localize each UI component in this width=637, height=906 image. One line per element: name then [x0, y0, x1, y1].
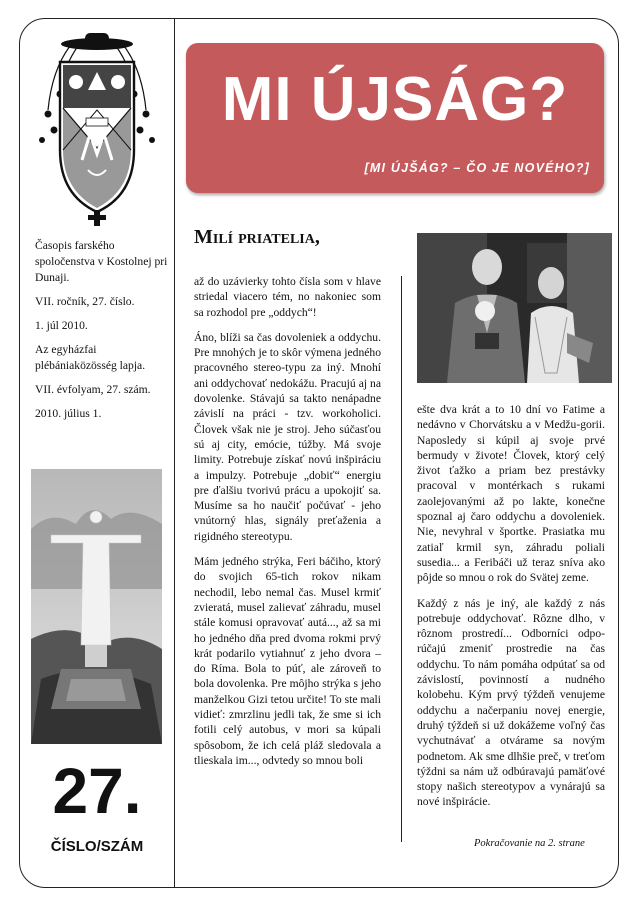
- coat-of-arms-image: [30, 30, 164, 226]
- article-paragraph: ešte dva krát a to 10 dní vo Fatime a nedávno v Chorvátsku a v Medžu-gorii. Naposledy si kúpil aj svoje prvé bermudy v živote! Človek, ktorý celý život ťažko a priam bez prestávky pracoval v montérkach s rukami zaolejovanými až po lakte, konečne spoznal aj čaro oddychu a dovoleniek. Nie, nevyhral v športke. Prasiatka mu zatiaľ krmil syn, záhradu poliali susedia... a Feribáči už teraz sníva ako pôjde so mnou o rok do Svätej zeme.: [417, 403, 605, 585]
- article-paragraph: až do uzávierky tohto čísla som v hlave striedal viacero tém, no nakoniec som sa rozhodol pre „oddych“!: [194, 275, 381, 319]
- article-paragraph: Áno, blíži sa čas dovoleniek a oddychu. Pre mnohých je to skôr výmena jedného pracovného stereo-typu za iný. Mnohí ani oddychovať nedokážu. Pracujú aj na dovolenke. Stávajú sa takto nenápadne závislí na práci - tzv. workoholici. Človek však nie je stroj. Jeho súčasťou sú aj city, emócie, túžby. Má svoje limity. Potrebuje získať novú inšpiráciu a impulzy. Potrebuje „dobiť“ energiu pre ďalšiu tvorivú prácu a upokojiť sa. Musíme sa ho naučiť počúvať - jeho vnútorný hlas, signály preťaženia a rigidného stereotypu.: [194, 330, 381, 543]
- issue-label: ČÍSLO/SZÁM: [50, 838, 144, 855]
- issue-info: [35, 238, 170, 430]
- shield-icon: [60, 62, 134, 212]
- info-line: VII. ročník, 27. číslo.: [35, 295, 135, 308]
- info-line: 2010. július 1.: [35, 407, 102, 420]
- info-line: VII. évfolyam, 27. szám.: [35, 383, 151, 396]
- article-paragraph: Mám jedného strýka, Feri báčiho, ktorý do svojich 65-tich rokov nikam nechodil, lebo nemal čas. Musel krmiť zvieratá, musel zalievať záhradu, musel stále komusi opravovať autá..., až sa mi ho jedného dňa pred dvoma rokmi prvý krát podarilo vytiahnuť z jeho dvora – do Ríma. Bola to púť, ale zároveň to bola dovolenka. Pre môjho strýka s jeho manželkou Gizi tetou určite! To ste mali vidieť: zmrzlinu jedli tak, že sme si ich fotili celý autobus, v mori sa kúpali spôsobom, že ich celá pláž sledovala a tlieskala im..., odvtedy so mnou boli: [194, 555, 381, 767]
- continuation-note: Pokračovanie na 2. strane: [474, 838, 585, 849]
- info-line: Časopis farského spoločenstva v Kostolnej pri Dunaji.: [35, 239, 168, 284]
- article-column-2: [417, 402, 605, 820]
- article-greeting: Milí priatelia,: [194, 226, 320, 248]
- cross-icon: [88, 210, 106, 226]
- masthead-title: MI ÚJSÁG?: [221, 65, 569, 134]
- info-line: Az egyházfai plébániaközösség lapja.: [35, 343, 146, 372]
- masthead-subtitle: [MI ÚJŠÁG? – ČO JE NOVÉHO?]: [364, 161, 590, 175]
- article-column-1: [194, 274, 381, 778]
- christ-the-redeemer-photo: [31, 469, 162, 744]
- info-line: 1. júl 2010.: [35, 319, 88, 332]
- masthead-banner: [186, 43, 604, 193]
- column-rule: [401, 276, 402, 842]
- galero-hat-icon: [61, 33, 133, 50]
- column-divider: [174, 18, 175, 888]
- article-paragraph: Každý z nás je iný, ale každý z nás potrebuje oddychovať. Rôzne dlho, v rôznom prostredí... Odborníci odpo-rúčajú zmeniť prostredie na čas oddychu. To nám pomáha odpútať sa od závislostí, povinností a nudného kolobehu. Kým prvý týždeň venujeme oddychu a načerpaniu novej energie, druhý týždeň si už dokážeme voľný čas vychutnávať a otvárame sa novým podnetom. Ak sme dlhšie preč, v treťom týždni sa nám už odbúravajú pamäťové stopy našich stereotypov a vynárajú sa nové inšpirácie.: [417, 596, 605, 809]
- issue-number: 27.: [52, 755, 142, 827]
- couple-photo: [417, 233, 612, 383]
